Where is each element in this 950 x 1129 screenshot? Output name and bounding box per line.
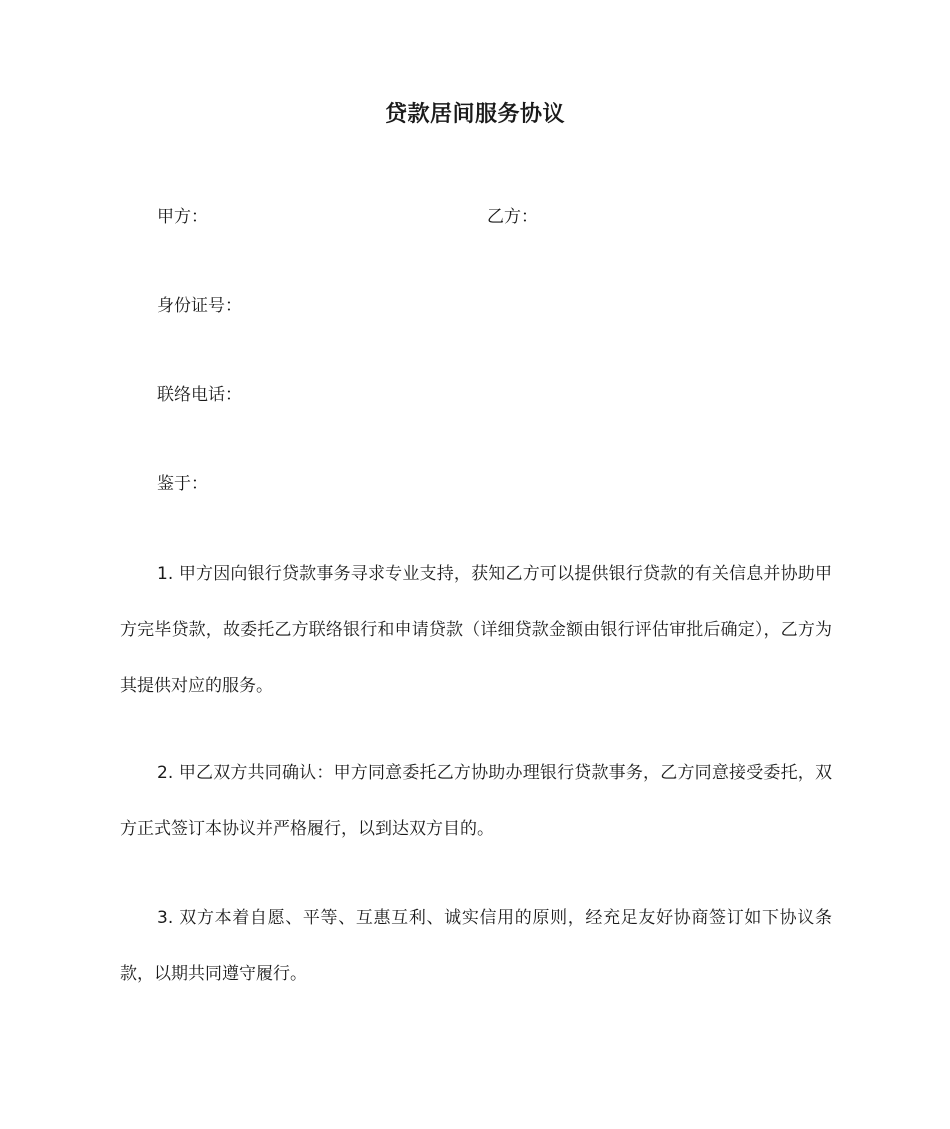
party-b-label: 乙方：	[487, 207, 538, 227]
clause-2: 2. 甲乙双方共同确认：甲方同意委托乙方协助办理银行贷款事务，乙方同意接受委托，双方正式签订本协议并严格履行，以到达双方目的。	[120, 763, 832, 839]
party-a-label: 甲方：	[157, 207, 208, 227]
document-title: 贷款居间服务协议	[384, 102, 565, 127]
clause-3: 3. 双方本着自愿、平等、互惠互利、诚实信用的原则，经充足友好协商签订如下协议条款，以期共同遵守履行。	[120, 908, 832, 984]
id-number-label: 身份证号：	[157, 296, 242, 316]
clause-1: 1. 甲方因向银行贷款事务寻求专业支持，获知乙方可以提供银行贷款的有关信息并协助甲方完毕贷款，故委托乙方联络银行和申请贷款（详细贷款金额由银行评估审批后确定），乙方为其提供对应的服务。	[120, 564, 832, 696]
whereas-label: 鉴于：	[157, 474, 208, 494]
phone-label: 联络电话：	[157, 385, 242, 405]
